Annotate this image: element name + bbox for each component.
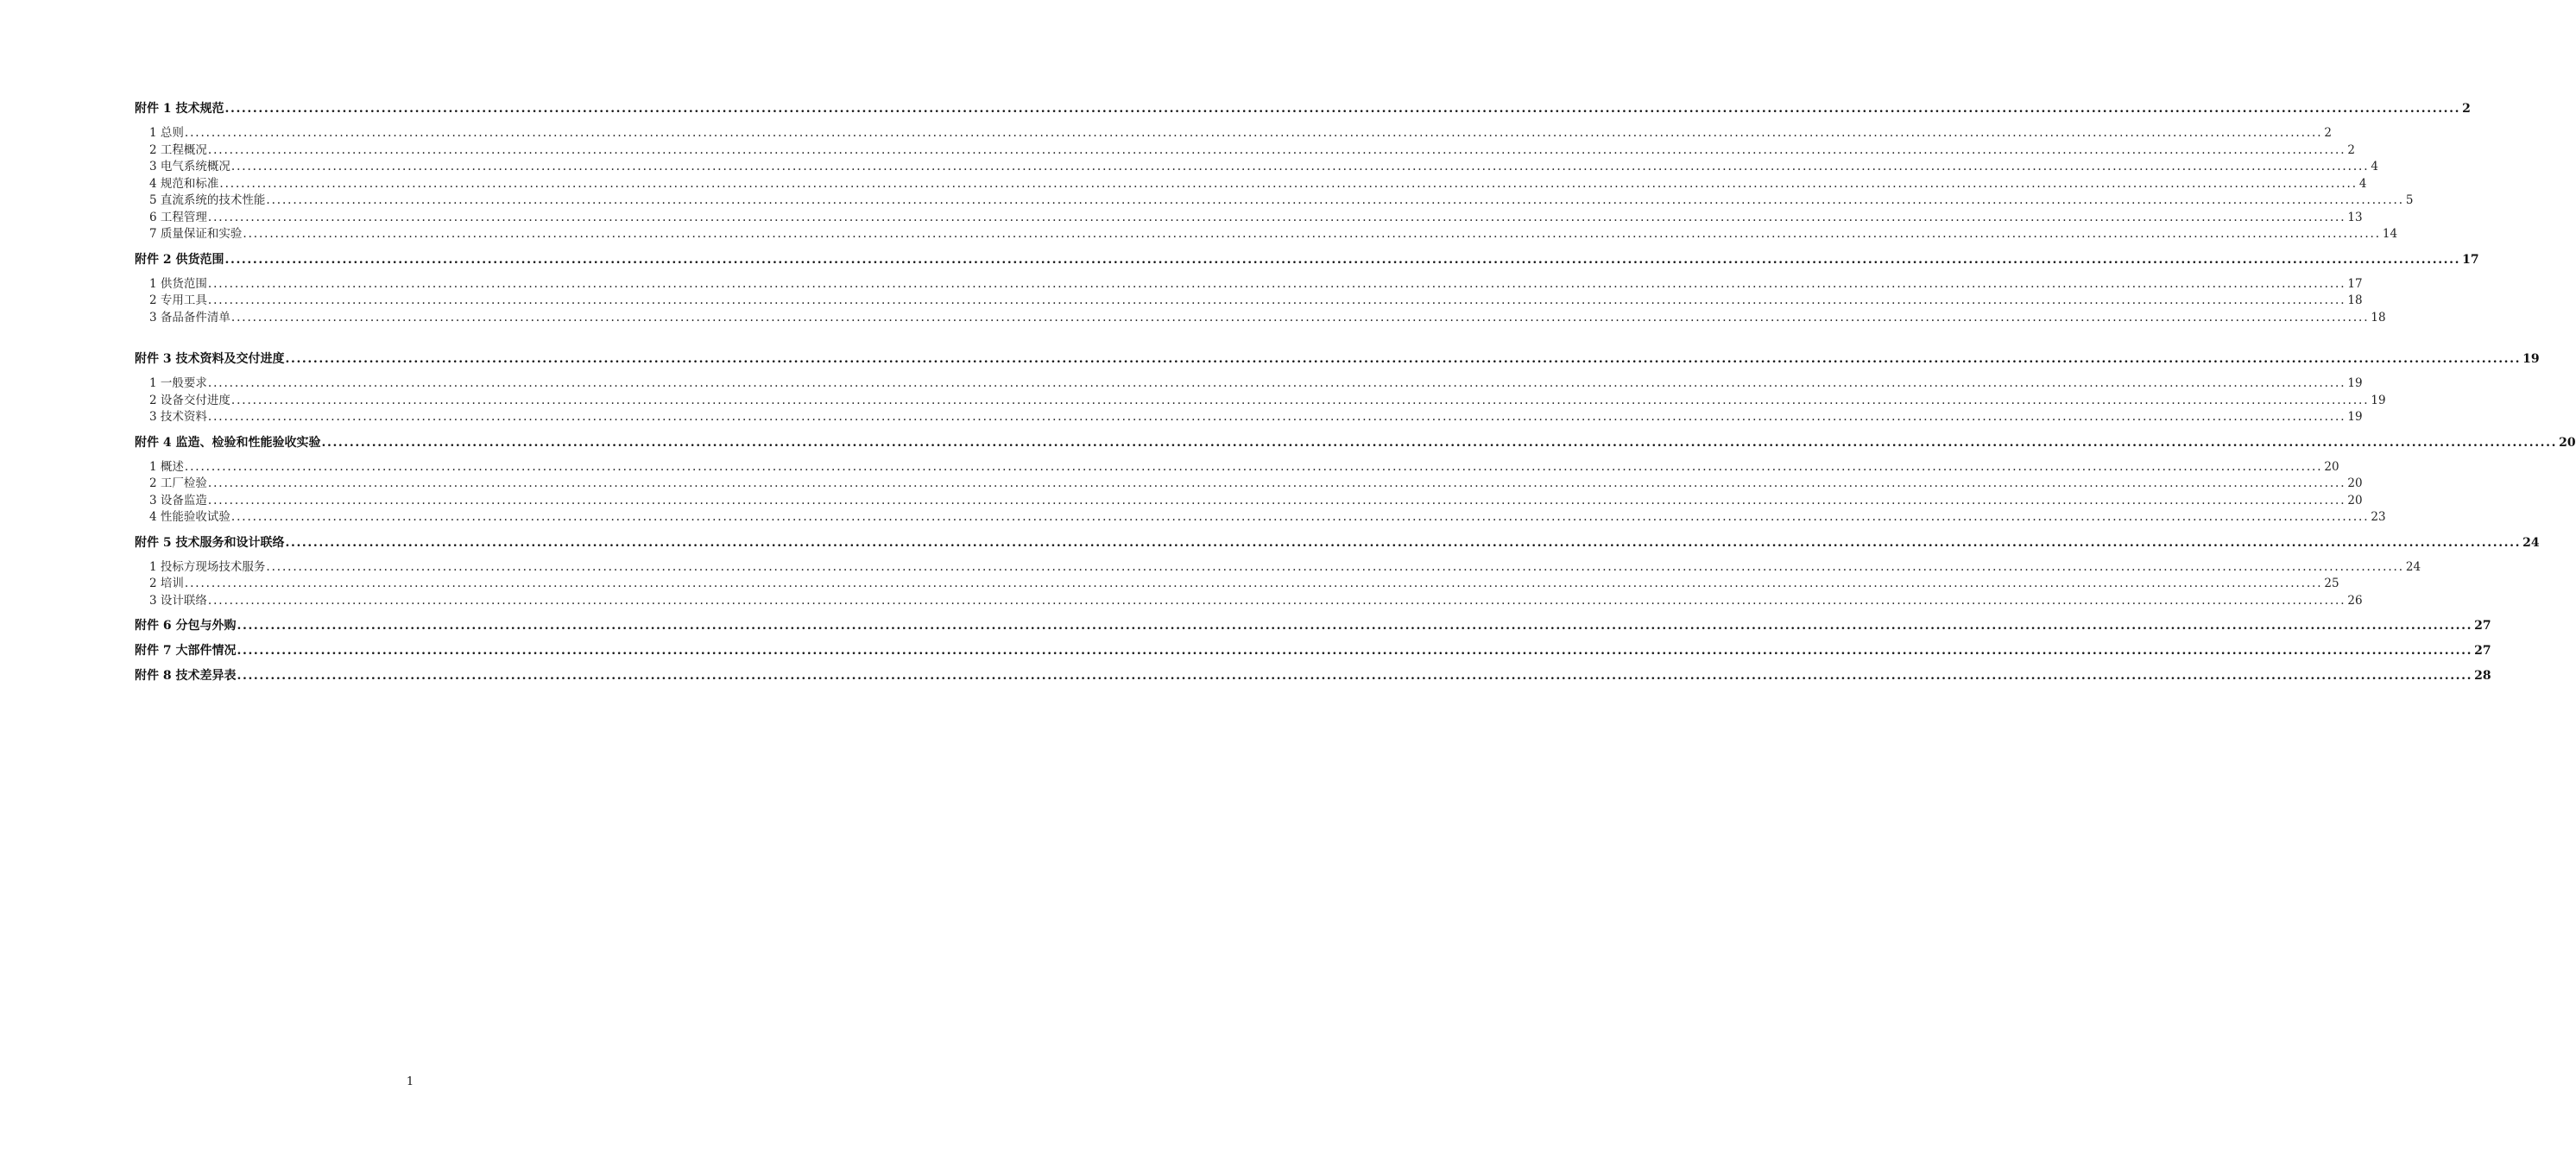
toc-page-number: 19 bbox=[2347, 376, 2363, 390]
toc-subsection-title: 1 投标方现场技术服务 bbox=[149, 559, 266, 574]
toc-subsection-title: 1 一般要求 bbox=[149, 376, 207, 390]
toc-page-number: 20 bbox=[2347, 493, 2363, 508]
toc-leader-dots: ................................................................................................................................................................................................................................................................................................................................................................................................................ bbox=[237, 669, 2473, 683]
toc-subsection-entry[interactable] bbox=[135, 210, 2363, 227]
toc-leader-dots: ................................................................................................................................................................................................................................................................................................................................................................................................................ bbox=[207, 476, 2346, 490]
toc-section-entry[interactable] bbox=[135, 251, 2479, 268]
toc-leader-dots: ................................................................................................................................................................................................................................................................................................................................................................................................................ bbox=[207, 293, 2346, 307]
toc-page-number: 2 bbox=[2347, 142, 2355, 157]
toc-subsection-title: 6 工程管理 bbox=[149, 210, 207, 224]
toc-subsection-title: 4 规范和标准 bbox=[149, 176, 219, 191]
toc-subsection-entry[interactable] bbox=[135, 493, 2363, 510]
toc-leader-dots: ................................................................................................................................................................................................................................................................................................................................................................................................................ bbox=[219, 176, 2358, 191]
toc-subsection-entry[interactable] bbox=[135, 476, 2363, 493]
toc-subsection-title: 2 设备交付进度 bbox=[149, 393, 230, 407]
toc-subsection-title: 2 专用工具 bbox=[149, 293, 207, 307]
toc-subsection-entry[interactable] bbox=[135, 375, 2363, 393]
toc-section-entry[interactable] bbox=[135, 642, 2491, 659]
page-number: 1 bbox=[406, 1075, 414, 1088]
toc-section-title: 附件 1 技术规范 bbox=[135, 102, 224, 116]
toc-subsection-title: 3 设备监造 bbox=[149, 493, 207, 508]
toc-leader-dots: ................................................................................................................................................................................................................................................................................................................................................................................................................ bbox=[237, 619, 2473, 633]
table-of-contents bbox=[135, 100, 2576, 684]
toc-section-entry[interactable] bbox=[135, 667, 2491, 684]
toc-page-number: 4 bbox=[2358, 176, 2367, 191]
toc-subsection-title: 3 备品备件清单 bbox=[149, 310, 230, 325]
toc-subsection-entry[interactable] bbox=[135, 293, 2363, 310]
toc-section-entry[interactable] bbox=[135, 350, 2540, 368]
toc-leader-dots: ................................................................................................................................................................................................................................................................................................................................................................................................................ bbox=[207, 410, 2346, 424]
toc-page-number: 20 bbox=[2347, 476, 2363, 490]
toc-subsection-entry[interactable] bbox=[135, 276, 2363, 293]
toc-page-number: 17 bbox=[2462, 252, 2479, 267]
toc-subsection-title: 1 供货范围 bbox=[149, 276, 207, 291]
toc-subsection-entry[interactable] bbox=[135, 176, 2367, 193]
toc-leader-dots: ................................................................................................................................................................................................................................................................................................................................................................................................................ bbox=[230, 160, 2370, 173]
toc-section-title: 附件 2 供货范围 bbox=[135, 252, 224, 267]
toc-leader-dots: ................................................................................................................................................................................................................................................................................................................................................................................................................ bbox=[243, 227, 2381, 241]
toc-page-number: 25 bbox=[2324, 577, 2339, 590]
toc-subsection-entry[interactable] bbox=[135, 576, 2339, 593]
toc-leader-dots: ................................................................................................................................................................................................................................................................................................................................................................................................................ bbox=[184, 459, 2323, 474]
toc-page-number: 23 bbox=[2371, 510, 2386, 524]
toc-subsection-title: 7 质量保证和实验 bbox=[149, 227, 243, 241]
toc-section-title: 附件 6 分包与外购 bbox=[135, 619, 237, 633]
toc-subsection-title: 3 技术资料 bbox=[149, 410, 207, 424]
toc-subsection-title: 4 性能验收试验 bbox=[149, 510, 230, 524]
toc-section-entry[interactable] bbox=[135, 617, 2491, 634]
toc-subsection-title: 1 概述 bbox=[149, 459, 184, 474]
toc-section-title: 附件 5 技术服务和设计联络 bbox=[135, 535, 285, 550]
toc-leader-dots: ................................................................................................................................................................................................................................................................................................................................................................................................................ bbox=[224, 252, 2461, 267]
toc-subsection-entry[interactable] bbox=[135, 409, 2363, 426]
toc-page-number: 24 bbox=[2405, 559, 2421, 574]
toc-page-number: 27 bbox=[2474, 644, 2491, 658]
toc-subsection-entry[interactable] bbox=[135, 310, 2386, 327]
toc-page-number: 18 bbox=[2371, 310, 2386, 325]
toc-page-number: 19 bbox=[2371, 393, 2386, 407]
toc-leader-dots: ................................................................................................................................................................................................................................................................................................................................................................................................................ bbox=[207, 376, 2346, 390]
toc-subsection-entry[interactable] bbox=[135, 393, 2386, 410]
toc-page-number: 2 bbox=[2324, 126, 2332, 140]
toc-subsection-title: 3 电气系统概况 bbox=[149, 160, 230, 173]
toc-leader-dots: ................................................................................................................................................................................................................................................................................................................................................................................................................ bbox=[285, 352, 2522, 366]
toc-section-title: 附件 8 技术差异表 bbox=[135, 669, 237, 683]
toc-page-number: 14 bbox=[2382, 227, 2398, 241]
toc-page-number: 26 bbox=[2347, 593, 2363, 608]
toc-leader-dots: ................................................................................................................................................................................................................................................................................................................................................................................................................ bbox=[230, 393, 2370, 407]
toc-leader-dots: ................................................................................................................................................................................................................................................................................................................................................................................................................ bbox=[266, 193, 2404, 207]
toc-subsection-entry[interactable] bbox=[135, 226, 2398, 243]
toc-page-number: 19 bbox=[2522, 352, 2540, 366]
toc-section-entry[interactable] bbox=[135, 434, 2576, 451]
toc-subsection-title: 1 总则 bbox=[149, 126, 184, 140]
toc-subsection-title: 2 工程概况 bbox=[149, 142, 207, 157]
toc-subsection-title: 5 直流系统的技术性能 bbox=[149, 193, 266, 207]
toc-subsection-entry[interactable] bbox=[135, 509, 2386, 526]
toc-subsection-title: 2 工厂检验 bbox=[149, 476, 207, 490]
toc-section-title: 附件 7 大部件情况 bbox=[135, 644, 237, 658]
toc-subsection-entry[interactable] bbox=[135, 192, 2414, 210]
toc-section-title: 附件 4 监造、检验和性能验收实验 bbox=[135, 435, 321, 450]
toc-page-number: 2 bbox=[2462, 102, 2471, 116]
toc-subsection-entry[interactable] bbox=[135, 125, 2332, 142]
toc-subsection-entry[interactable] bbox=[135, 159, 2378, 176]
toc-leader-dots: ................................................................................................................................................................................................................................................................................................................................................................................................................ bbox=[207, 276, 2346, 291]
toc-leader-dots: ................................................................................................................................................................................................................................................................................................................................................................................................................ bbox=[184, 126, 2323, 140]
toc-leader-dots: ................................................................................................................................................................................................................................................................................................................................................................................................................ bbox=[237, 644, 2473, 658]
toc-leader-dots: ................................................................................................................................................................................................................................................................................................................................................................................................................ bbox=[230, 310, 2370, 325]
toc-section-title: 附件 3 技术资料及交付进度 bbox=[135, 352, 285, 366]
toc-subsection-entry[interactable] bbox=[135, 142, 2355, 160]
toc-leader-dots: ................................................................................................................................................................................................................................................................................................................................................................................................................ bbox=[184, 577, 2323, 590]
toc-leader-dots: ................................................................................................................................................................................................................................................................................................................................................................................................................ bbox=[285, 535, 2522, 550]
toc-leader-dots: ................................................................................................................................................................................................................................................................................................................................................................................................................ bbox=[321, 435, 2558, 450]
toc-page-number: 20 bbox=[2559, 435, 2576, 450]
toc-leader-dots: ................................................................................................................................................................................................................................................................................................................................................................................................................ bbox=[224, 102, 2461, 116]
toc-page-number: 27 bbox=[2474, 619, 2491, 633]
toc-page-number: 13 bbox=[2347, 210, 2363, 224]
toc-subsection-title: 2 培训 bbox=[149, 577, 184, 590]
toc-page-number: 20 bbox=[2324, 459, 2339, 474]
toc-leader-dots: ................................................................................................................................................................................................................................................................................................................................................................................................................ bbox=[207, 210, 2346, 224]
toc-page-number: 24 bbox=[2522, 535, 2540, 550]
toc-subsection-entry[interactable] bbox=[135, 559, 2421, 577]
toc-leader-dots: ................................................................................................................................................................................................................................................................................................................................................................................................................ bbox=[207, 493, 2346, 508]
toc-subsection-entry[interactable] bbox=[135, 459, 2339, 476]
toc-page-number: 28 bbox=[2474, 669, 2491, 683]
toc-page-number: 5 bbox=[2405, 193, 2414, 207]
toc-page-number: 19 bbox=[2347, 410, 2363, 424]
toc-page-number: 4 bbox=[2371, 160, 2378, 173]
toc-page-number: 18 bbox=[2347, 293, 2363, 307]
toc-leader-dots: ................................................................................................................................................................................................................................................................................................................................................................................................................ bbox=[207, 593, 2346, 608]
toc-leader-dots: ................................................................................................................................................................................................................................................................................................................................................................................................................ bbox=[230, 510, 2370, 524]
toc-subsection-entry[interactable] bbox=[135, 593, 2363, 610]
toc-subsection-title: 3 设计联络 bbox=[149, 593, 207, 608]
toc-page-number: 17 bbox=[2347, 276, 2363, 291]
toc-leader-dots: ................................................................................................................................................................................................................................................................................................................................................................................................................ bbox=[207, 142, 2346, 157]
toc-section-entry[interactable] bbox=[135, 100, 2471, 117]
toc-section-entry[interactable] bbox=[135, 534, 2540, 552]
toc-leader-dots: ................................................................................................................................................................................................................................................................................................................................................................................................................ bbox=[266, 559, 2404, 574]
